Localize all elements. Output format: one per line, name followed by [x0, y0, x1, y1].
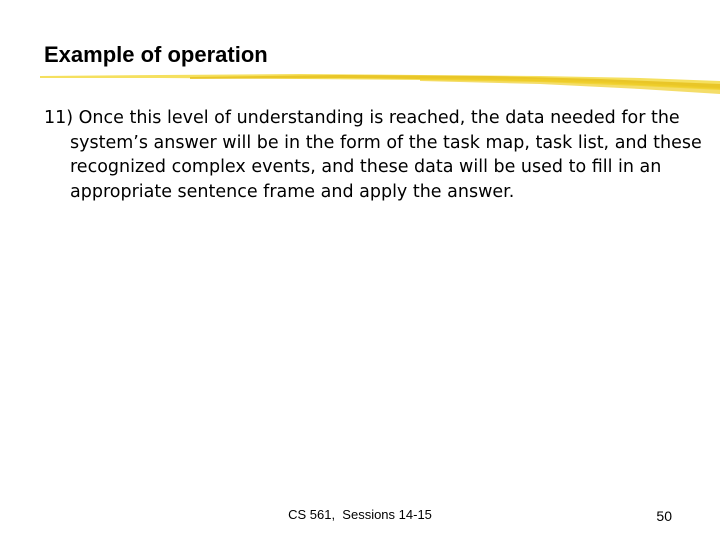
slide-footer: CS 561, Sessions 14-15	[288, 507, 432, 522]
slide-title: Example of operation	[44, 42, 268, 67]
body-paragraph: 11) Once this level of understanding is reached, the data needed for the system’s answer will be in the form of the task map, task list, and these recognized complex events, and these data will be used to fill in an appropriate sentence frame and apply the answer.	[44, 108, 702, 202]
title-underline-brushstroke	[40, 70, 720, 100]
page-number: 50	[656, 508, 672, 524]
